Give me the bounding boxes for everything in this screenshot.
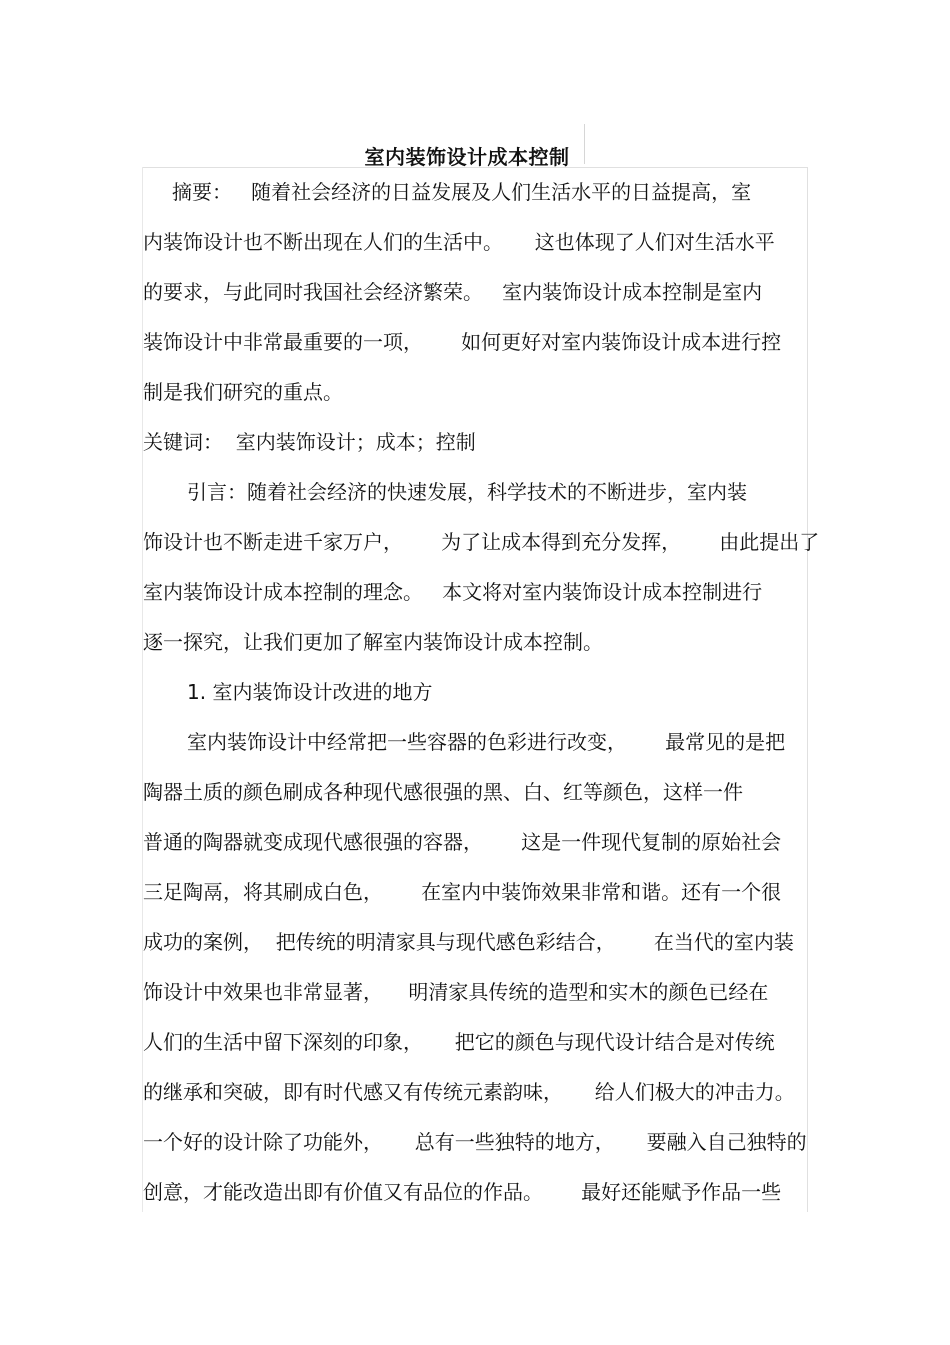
- intro-line-2: 饰设计也不断走进千家万户， 为了让成本得到充分发挥， 由此提出了: [143, 530, 820, 554]
- body-line-1: 室内装饰设计中经常把一些容器的色彩进行改变， 最常见的是把: [187, 730, 786, 754]
- body-line-10: 创意，才能改造出即有价值又有品位的作品。 最好还能赋予作品一些: [143, 1180, 782, 1204]
- intro-line-4: 逐一探究，让我们更加了解室内装饰设计成本控制。: [143, 630, 603, 654]
- section-heading: 1. 室内装饰设计改进的地方: [187, 680, 433, 704]
- intro-line-3: 室内装饰设计成本控制的理念。 本文将对室内装饰设计成本控制进行: [143, 580, 763, 604]
- body-line-9: 一个好的设计除了功能外， 总有一些独特的地方， 要融入自己独特的: [143, 1130, 807, 1154]
- body-line-5: 成功的案例， 把传统的明清家具与现代感色彩结合， 在当代的室内装: [143, 930, 794, 954]
- body-line-7: 人们的生活中留下深刻的印象， 把它的颜色与现代设计结合是对传统: [143, 1030, 775, 1054]
- body-line-4: 三足陶鬲，将其刷成白色， 在室内中装饰效果非常和谐。还有一个很: [143, 880, 782, 904]
- abstract-line-3: 的要求，与此同时我国社会经济繁荣。 室内装饰设计成本控制是室内: [143, 280, 763, 304]
- frame-right-border: [807, 167, 808, 1212]
- body-line-6: 饰设计中效果也非常显著， 明清家具传统的造型和实木的颜色已经在: [143, 980, 769, 1004]
- body-line-2: 陶器土质的颜色刷成各种现代感很强的黑、白、红等颜色，这样一件: [143, 780, 743, 804]
- document-title: 室内装饰设计成本控制: [364, 145, 570, 170]
- intro-line-1: 引言：随着社会经济的快速发展，科学技术的不断进步，室内装: [187, 480, 747, 504]
- body-line-3: 普通的陶器就变成现代感很强的容器， 这是一件现代复制的原始社会: [143, 830, 782, 854]
- abstract-line-2: 内装饰设计也不断出现在人们的生活中。 这也体现了人们对生活水平: [143, 230, 775, 254]
- body-line-8: 的继承和突破，即有时代感又有传统元素韵味， 给人们极大的冲击力。: [143, 1080, 795, 1104]
- keywords-line: 关键词： 室内装饰设计；成本；控制: [143, 430, 476, 454]
- abstract-line-1: 摘要： 随着社会经济的日益发展及人们生活水平的日益提高，室: [172, 180, 752, 204]
- abstract-line-5: 制是我们研究的重点。: [143, 380, 343, 404]
- abstract-line-4: 装饰设计中非常最重要的一项， 如何更好对室内装饰设计成本进行控: [143, 330, 782, 354]
